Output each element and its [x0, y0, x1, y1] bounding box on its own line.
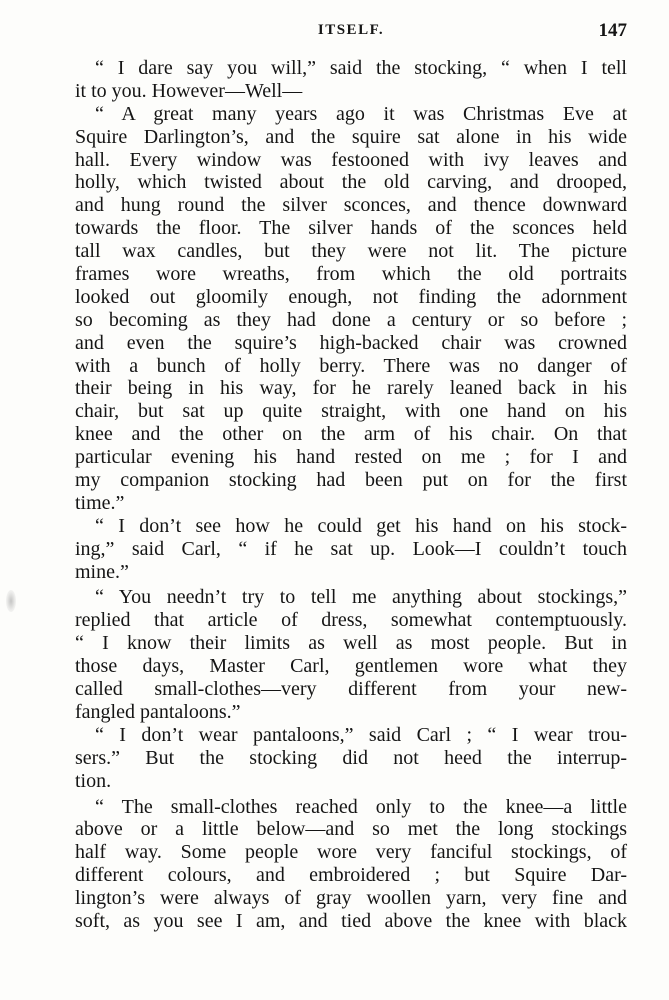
text-line: towards the floor. The silver hands of the sconces held: [75, 217, 627, 240]
text-line: and even the squire’s high-backed chair was crowned: [75, 331, 627, 354]
text-line: looked out gloomily enough, not finding the adornment: [75, 285, 627, 308]
text-line: with a bunch of holly berry. There was no danger of: [75, 354, 627, 377]
text-line: above or a little below—and so met the long stockings: [75, 818, 627, 841]
running-title: ITSELF.: [317, 22, 385, 38]
text-line: tall wax candles, but they were not lit. The picture: [75, 240, 627, 263]
text-line: chair, but sat up quite straight, with one hand on his: [75, 400, 627, 423]
text-line: “ The small-clothes reached only to the knee—a little: [95, 795, 627, 818]
text-line: soft, as you see I am, and tied above the knee with black: [75, 909, 627, 932]
text-line: “ You needn’t try to tell me anything about stockings,”: [95, 586, 627, 609]
text-line: and hung round the silver sconces, and thence downward: [75, 194, 627, 217]
text-line: half way. Some people wore very fanciful stockings, of: [75, 841, 627, 864]
text-line: frames wore wreaths, from which the old portraits: [75, 263, 627, 286]
text-line: fangled pantaloons.”: [75, 700, 241, 723]
text-line: Squire Darlington’s, and the squire sat alone in his wide: [75, 125, 627, 148]
text-line: “ I don’t wear pantaloons,” said Carl ; “ I wear trou-: [95, 723, 627, 746]
paper-stain: [6, 590, 16, 612]
page-number: 147: [598, 20, 627, 41]
text-line: “ I dare say you will,” said the stocking, “ when I tell: [95, 57, 627, 79]
text-line: holly, which twisted about the old carving, and drooped,: [75, 171, 627, 194]
text-line: sers.” But the stocking did not heed the interrup-: [75, 746, 627, 769]
text-line: so becoming as they had done a century or so before ;: [75, 308, 627, 331]
text-line: particular evening his hand rested on me ; for I and: [75, 446, 627, 469]
running-head: [75, 20, 627, 48]
text-line: replied that article of dress, somewhat contemptuously.: [75, 609, 627, 632]
text-line: “ I don’t see how he could get his hand on his stock-: [95, 514, 627, 537]
text-line: time.”: [75, 491, 125, 514]
text-line: lington’s were always of gray woollen yarn, very fine and: [75, 887, 627, 910]
text-line: ing,” said Carl, “ if he sat up. Look—I couldn’t touch: [75, 537, 627, 560]
text-line: different colours, and embroidered ; but Squire Dar-: [75, 864, 627, 887]
text-line: my companion stocking had been put on for the first: [75, 469, 627, 492]
text-line: “ I know their limits as well as most people. But in: [75, 632, 627, 655]
text-line: hall. Every window was festooned with ivy leaves and: [75, 148, 627, 171]
text-line: those days, Master Carl, gentlemen wore what they: [75, 655, 627, 678]
text-line: their being in his way, for he rarely leaned back in his: [75, 377, 627, 400]
text-line: knee and the other on the arm of his chair. On that: [75, 423, 627, 446]
text-line: “ A great many years ago it was Christmas Eve at: [95, 102, 627, 125]
text-line: tion.: [75, 769, 112, 792]
text-line: it to you. However—Well—: [75, 79, 303, 102]
text-line: mine.”: [75, 560, 129, 583]
text-line: called small-clothes—very different from your new-: [75, 678, 627, 701]
body-text: [75, 57, 627, 933]
